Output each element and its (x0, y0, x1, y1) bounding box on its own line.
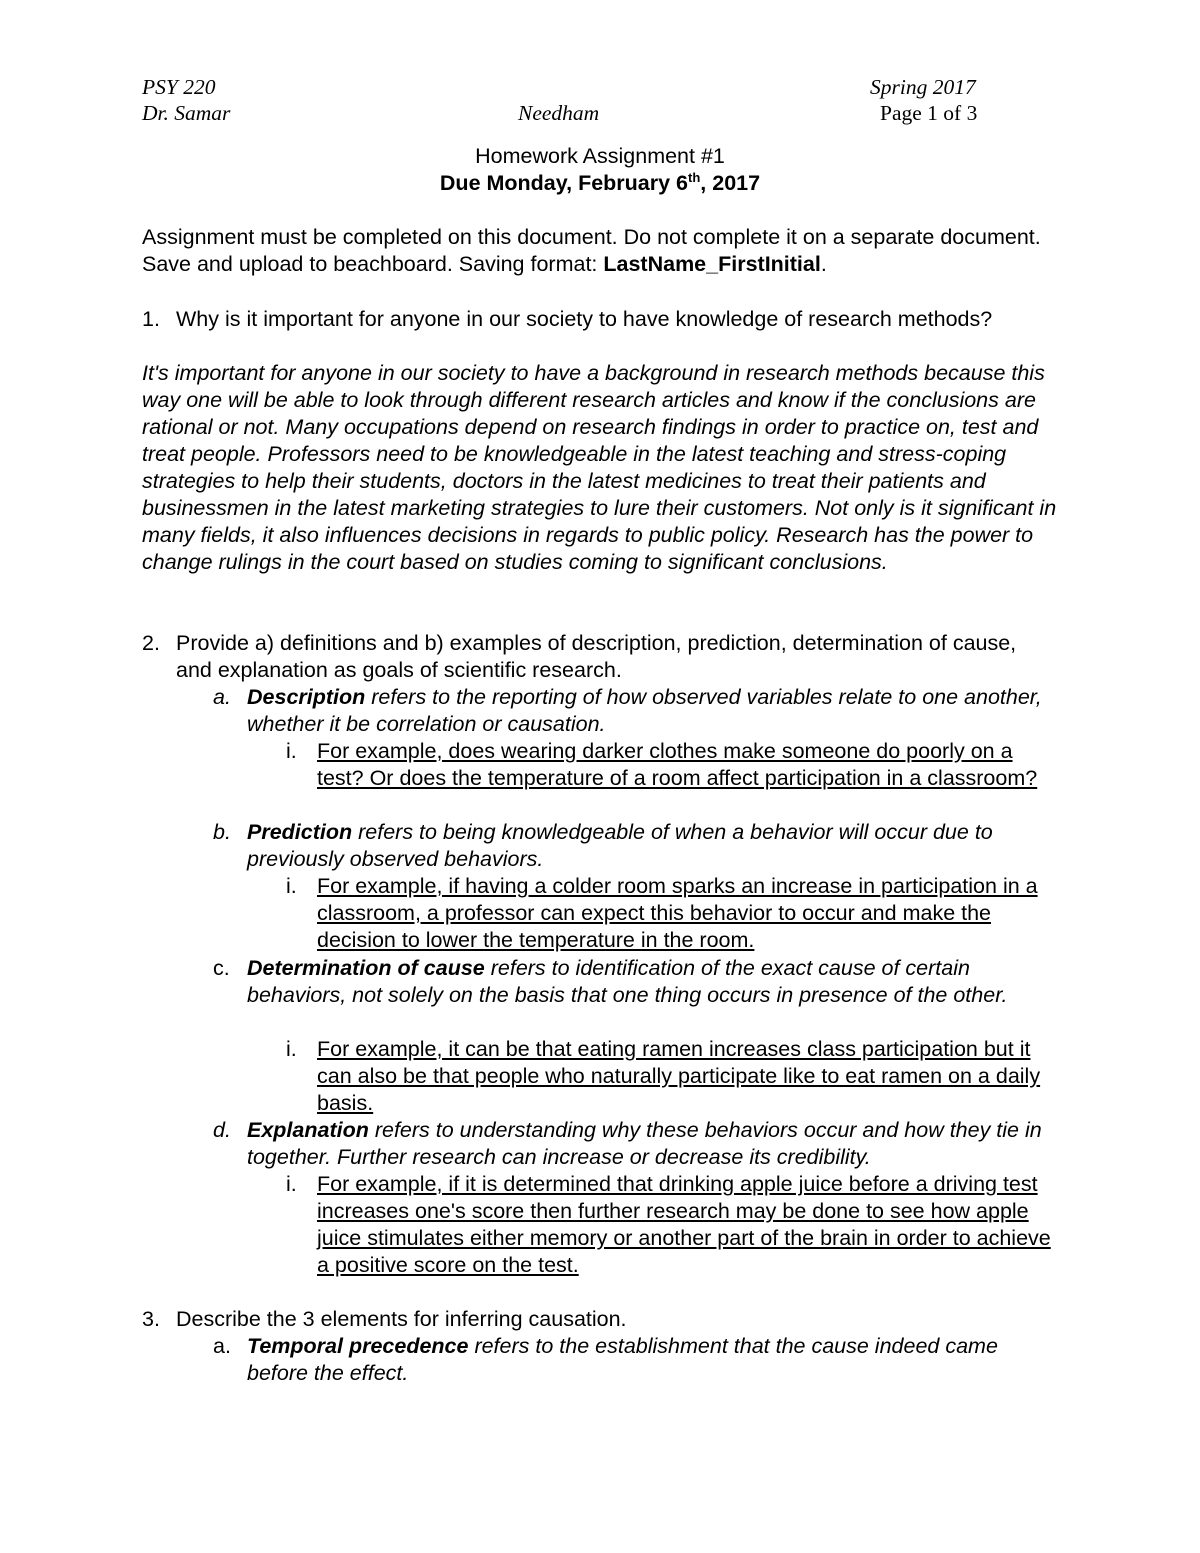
assignment-title: Homework Assignment #1 (475, 144, 725, 168)
q2-number: 2. (142, 631, 160, 655)
q2d-example-marker: i. (286, 1172, 297, 1196)
course-code: PSY 220 (142, 75, 216, 99)
instructions (142, 224, 1042, 278)
q3-question: Describe the 3 elements for inferring causation. (176, 1307, 627, 1331)
q2c-def-text: refers to identification of the exact cause of certain behaviors, not solely on the basis that one thing occurs in presence of the other. (247, 956, 1008, 1007)
q2b-def-text: refers to being knowledgeable of when a behavior will occur due to previously observed behaviors. (247, 820, 993, 871)
q1-number: 1. (142, 307, 160, 331)
due-date-sup: th (688, 169, 701, 185)
q2a-marker: a. (213, 685, 231, 709)
instructions-end: . (820, 252, 827, 276)
q1-question: Why is it important for anyone in our society to have knowledge of research methods? (176, 307, 993, 331)
q2d-example: For example, if it is determined that drinking apple juice before a driving test increases one's score then further research may be done to see how apple juice stimulates either memory or another part of the brain in order to achieve a positive score on the test. (317, 1172, 1051, 1277)
page-number: Page 1 of 3 (880, 101, 978, 125)
q2b-example-marker: i. (286, 874, 297, 898)
q2d-marker: d. (213, 1118, 231, 1142)
due-date-prefix: Due Monday, February 6 (439, 171, 689, 195)
q3-number: 3. (142, 1307, 160, 1331)
q2c-example-marker: i. (286, 1037, 297, 1061)
q2c-marker: c. (213, 956, 230, 980)
q2d-term: Explanation (247, 1118, 369, 1142)
q2b-definition (247, 819, 1047, 873)
q1-answer: It's important for anyone in our society to have a background in research methods because this way one will be able to look through different research articles and know if the conclusions are rational or not. Many occupations depend on research findings in order to practice on, test and treat people. Professors need to be knowledgeable in the latest teaching and stress-coping strategies to help their students, doctors in the latest medicines to treat their patients and businessmen in the latest marketing strategies to lure their customers. Not only is it significant in many fields, it also influences decisions in regards to public policy. Research has the power to change rulings in the court based on studies coming to significant conclusions. (142, 361, 1057, 574)
q2-question: Provide a) definitions and b) examples of description, prediction, determination of cause, and explanation as goals of scientific research. (176, 631, 1017, 682)
q2a-example: For example, does wearing darker clothes make someone do poorly on a test? Or does the temperature of a room affect participation in a classroom? (317, 739, 1038, 790)
due-date (0, 170, 1200, 197)
saving-format: LastName_FirstInitial (603, 252, 821, 276)
q2b-marker: b. (213, 820, 231, 844)
q2d-def-text: refers to understanding why these behaviors occur and how they tie in together. Further research can increase or decrease its credibility. (247, 1118, 1042, 1169)
q2b-example: For example, if having a colder room sparks an increase in participation in a classroom, a professor can expect this behavior to occur and make the decision to lower the temperature in the room. (317, 874, 1038, 952)
term: Spring 2017 (870, 75, 976, 99)
q2c-term: Determination of cause (247, 956, 485, 980)
q2a-def-text: refers to the reporting of how observed variables relate to one another, whether it be correlation or causation. (247, 685, 1042, 736)
q2b-term: Prediction (247, 820, 353, 844)
instructor-last: Needham (518, 101, 600, 125)
q3a-def-text: refers to the establishment that the cause indeed came before the effect. (247, 1334, 998, 1385)
q2c-example: For example, it can be that eating ramen increases class participation but it can also be that people who naturally participate like to eat ramen on a daily basis. (317, 1037, 1041, 1115)
q2c-definition (247, 955, 1047, 1009)
q2a-example-marker: i. (286, 739, 297, 763)
q2d-definition (247, 1117, 1047, 1171)
instructor-first: Dr. Samar (142, 101, 231, 125)
instructions-text: Assignment must be completed on this document. Do not complete it on a separate document. Save and upload to beachboard. Saving format: (142, 225, 1041, 276)
q2a-definition (247, 684, 1047, 738)
q3a-marker: a. (213, 1334, 231, 1358)
q2a-term: Description (247, 685, 366, 709)
due-date-suffix: , 2017 (700, 171, 761, 195)
q3a-definition (247, 1333, 1027, 1387)
q3a-term: Temporal precedence (247, 1334, 469, 1358)
